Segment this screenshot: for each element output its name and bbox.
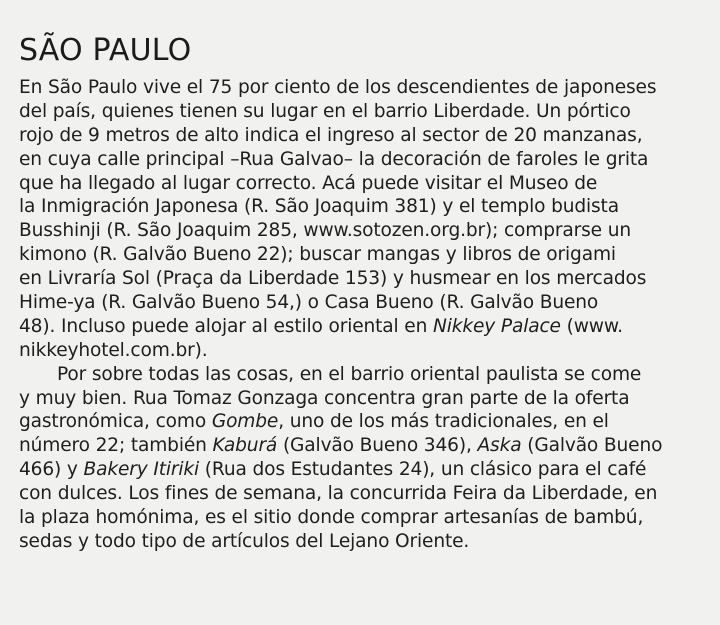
text-segment: la Inmigración Japonesa (R. São Joaquim 381) y el templo budista [19, 196, 619, 218]
text-segment: Busshinji (R. São Joaquim 285, www.sotozen.org.br); comprarse un [19, 220, 631, 242]
text-segment: kimono (R. Galvão Bueno 22); buscar mangas y libros de origami [19, 244, 616, 266]
text-segment: rojo de 9 metros de alto indica el ingreso al sector de 20 manzanas, [19, 124, 643, 146]
italic-name: Gombe [211, 411, 279, 433]
text-line [19, 315, 720, 339]
text-segment: (Rua dos Estudantes 24), un clásico para el café [199, 459, 647, 481]
text-segment: (Galvão Bueno [521, 435, 663, 457]
text-line [19, 267, 720, 291]
text-line [19, 387, 720, 411]
text-line [19, 363, 720, 387]
italic-name: Nikkey Palace [433, 315, 561, 337]
text-line [19, 530, 720, 554]
text-segment: gastronómica, como [19, 411, 212, 433]
text-segment: Por sobre todas las cosas, en el barrio oriental paulista se come [57, 363, 642, 385]
text-line [19, 339, 720, 363]
text-segment: En São Paulo vive el 75 por ciento de los descendientes de japoneses [19, 77, 657, 98]
text-line [19, 195, 720, 219]
italic-name: Aska [477, 435, 522, 457]
text-line [19, 76, 720, 100]
text-line [19, 482, 720, 506]
text-segment: en Livraría Sol (Praça da Liberdade 153) y husmear en los mercados [19, 268, 647, 290]
text-segment: nikkeyhotel.com.br). [19, 339, 208, 361]
article-body [19, 76, 720, 554]
italic-name: Bakery Itiriki [83, 459, 200, 481]
text-segment: con dulces. Los fines de semana, la concurrida Feira da Liberdade, en [19, 483, 658, 505]
text-segment: (www. [560, 315, 623, 337]
text-line [19, 291, 720, 315]
text-line [19, 172, 720, 196]
text-segment: (Galvão Bueno 346), [277, 435, 478, 457]
text-segment: número 22; también [19, 435, 213, 457]
text-line [19, 434, 720, 458]
text-segment: que ha llegado al lugar correcto. Acá puede visitar el Museo de [19, 172, 598, 194]
text-line [19, 458, 720, 482]
text-segment: 48). Incluso puede alojar al estilo oriental en [19, 315, 433, 337]
text-line [19, 100, 720, 124]
text-segment: 466) y [19, 459, 84, 481]
text-segment: , uno de los más tradicionales, en el [278, 411, 609, 433]
text-line [19, 243, 720, 267]
text-line [19, 506, 720, 530]
text-segment: en cuya calle principal –Rua Galvao– la decoración de faroles le grita [19, 148, 649, 170]
text-segment: Hime-ya (R. Galvão Bueno 54,) o Casa Bueno (R. Galvão Bueno [19, 292, 599, 314]
article-title: SÃO PAULO [19, 33, 192, 68]
italic-name: Kaburá [212, 435, 278, 457]
text-line [19, 219, 720, 243]
text-segment: la plaza homónima, es el sitio donde comprar artesanías de bambú, [19, 507, 644, 529]
text-segment: y muy bien. Rua Tomaz Gonzaga concentra gran parte de la oferta [19, 387, 630, 409]
text-line [19, 410, 720, 434]
text-line [19, 124, 720, 148]
text-segment: del país, quienes tienen su lugar en el barrio Liberdade. Un pórtico [19, 100, 631, 122]
text-line [19, 148, 720, 172]
text-segment: sedas y todo tipo de artículos del Lejano Oriente. [19, 530, 470, 552]
